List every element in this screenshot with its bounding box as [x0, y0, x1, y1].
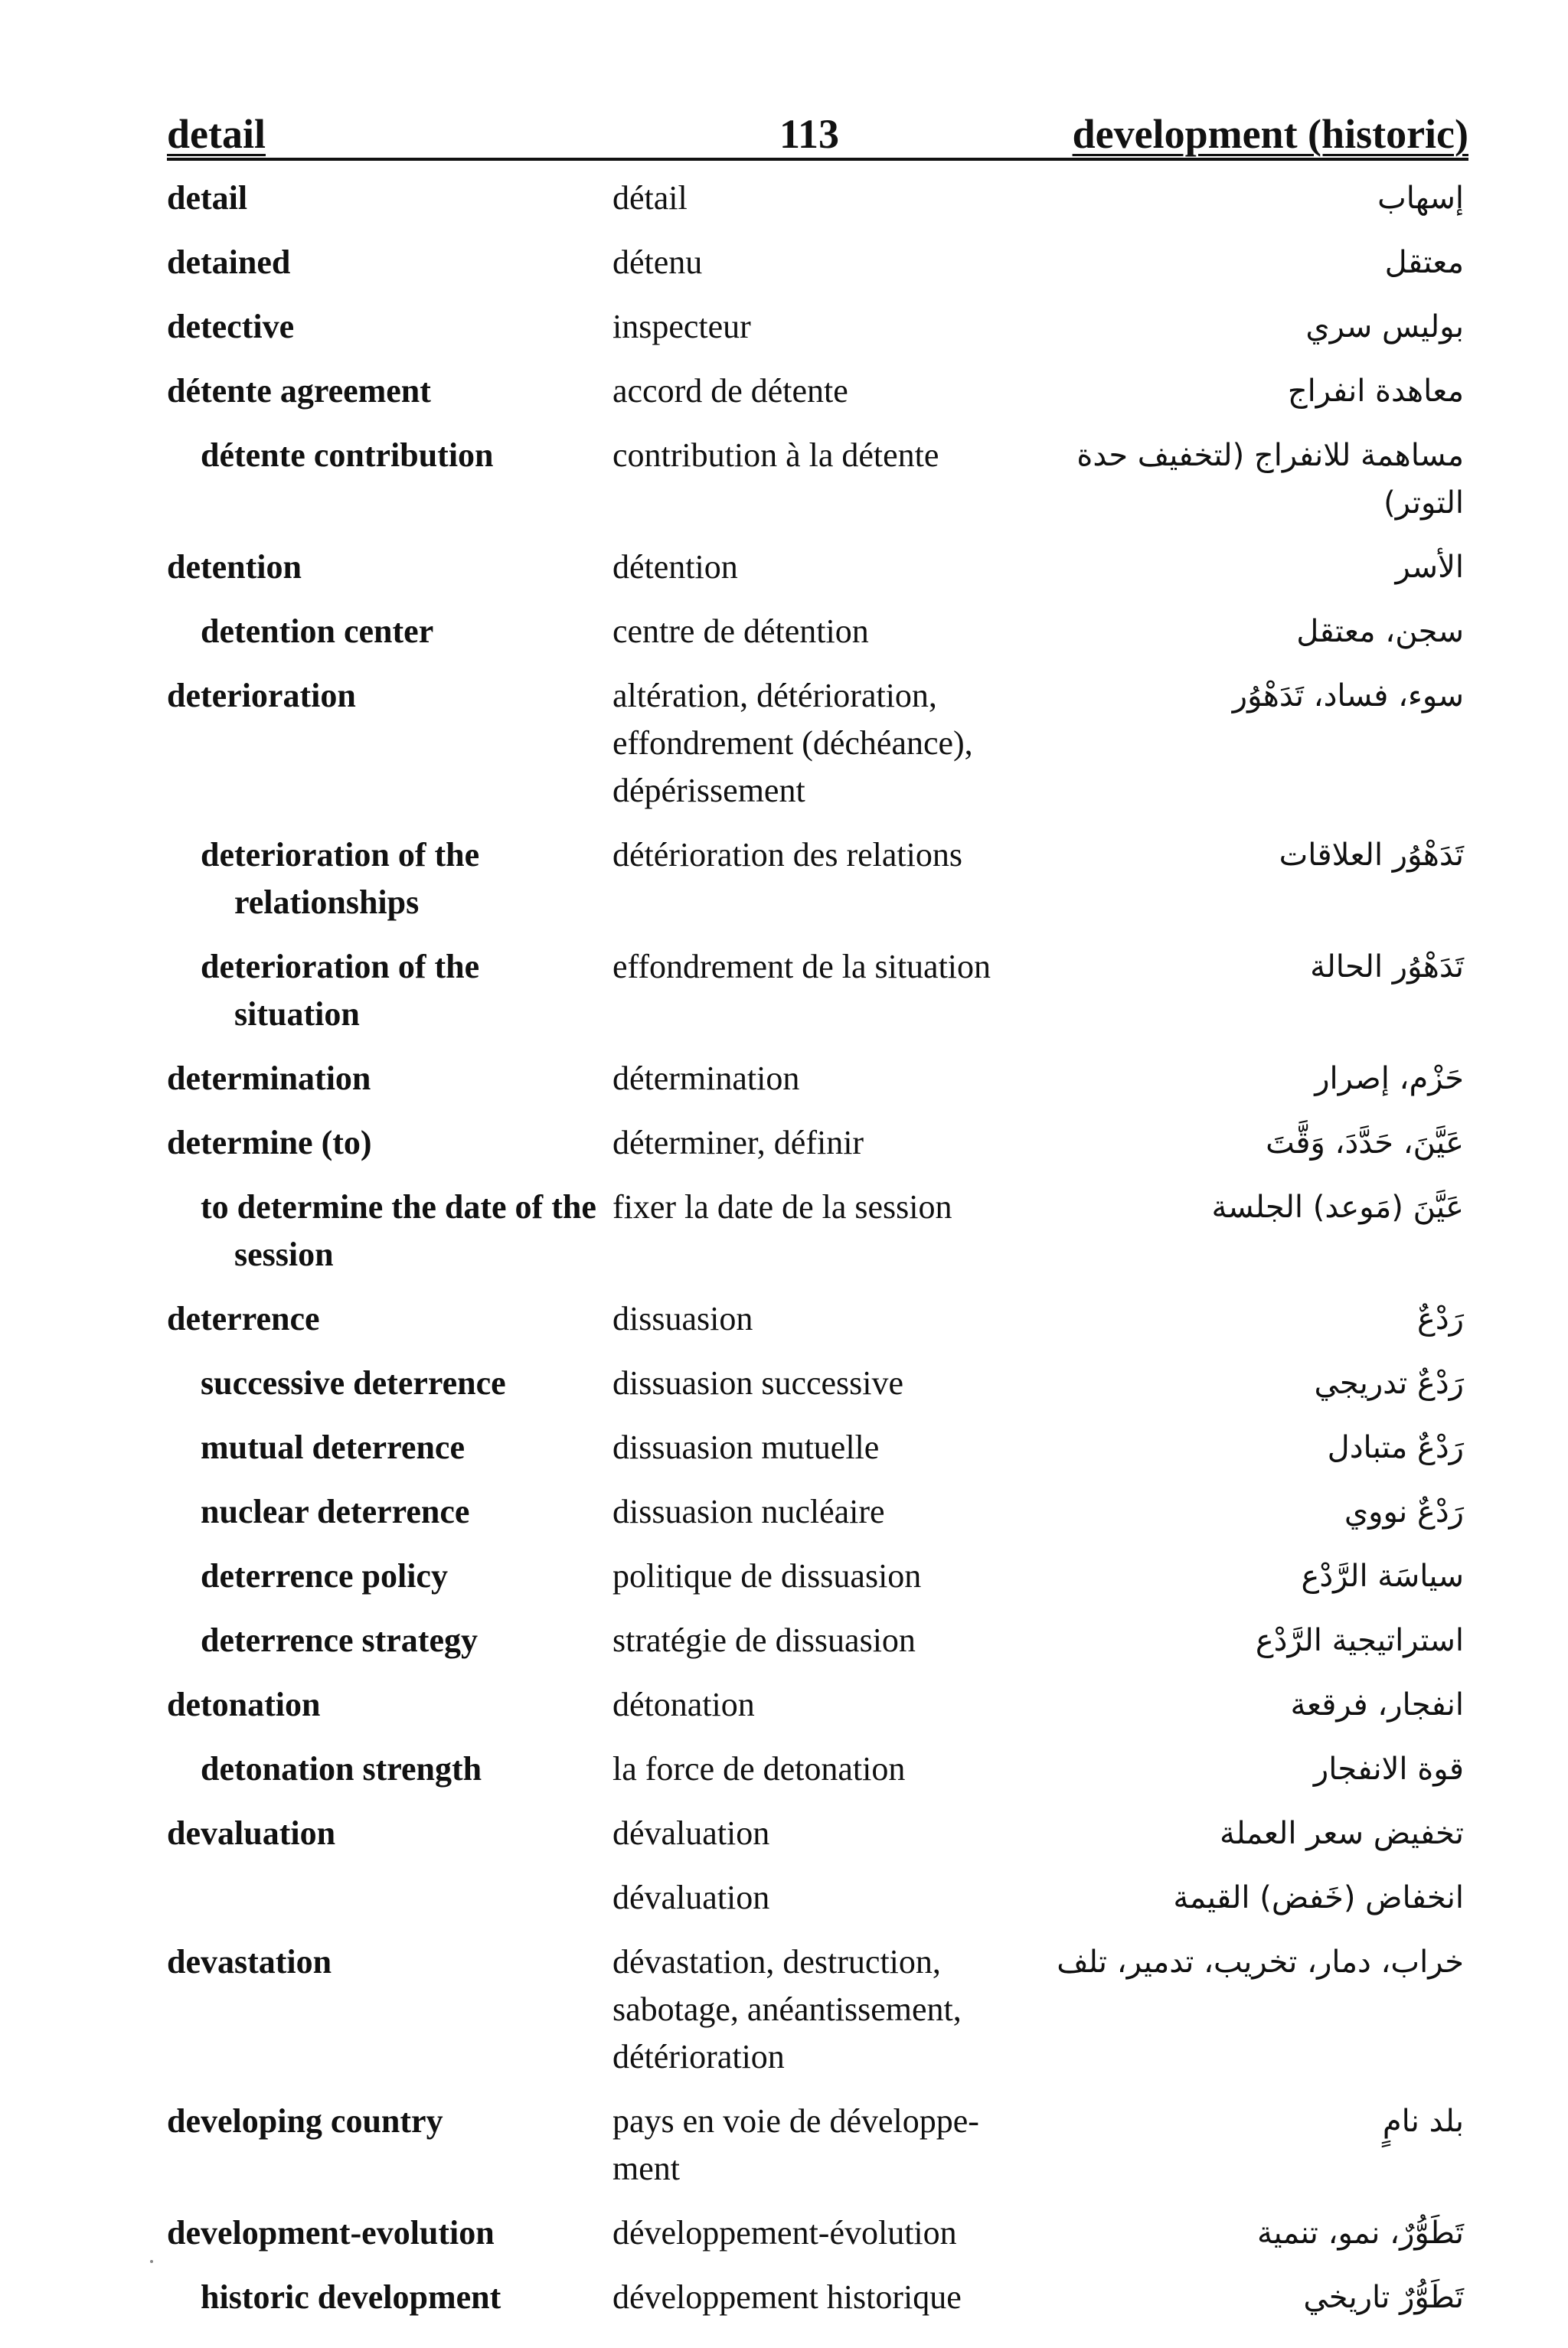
entry-french: dévastation, destruction, sabotage, anéantissement, détérioration	[612, 1943, 962, 2075]
entry-arabic: تخفيض سعر العملة	[1220, 1816, 1464, 1851]
entry-french: détail	[612, 179, 688, 217]
entry-arabic: إسهاب	[1377, 181, 1464, 216]
page-header	[167, 107, 1468, 161]
entry-english-text: successive deterrence	[201, 1364, 506, 1402]
dictionary-entry	[167, 1360, 1468, 1407]
entry-english	[167, 367, 611, 415]
entry-english	[167, 2274, 611, 2321]
entry-arabic: رَدْعٌ متبادل	[1327, 1430, 1464, 1465]
dictionary-entry	[167, 1488, 1468, 1536]
entry-french: contribution à la détente	[612, 436, 939, 474]
entry-english	[167, 544, 611, 591]
entry-arabic: سياسَة الرَّدْع	[1301, 1559, 1464, 1594]
entry-english-text: deterioration	[167, 677, 356, 714]
entry-arabic: سجن، معتقل	[1296, 614, 1464, 649]
entry-arabic: مساهمة للانفراج (لتخفيف حدة التوتر)	[1076, 438, 1464, 521]
entry-french: pays en voie de développe-ment	[612, 2102, 979, 2187]
entry-french: altération, détérioration, effondrement (déchéance), dépérissement	[612, 677, 973, 809]
entry-english	[167, 239, 611, 286]
entry-french: développement historique	[612, 2278, 962, 2316]
entry-french: stratégie de dissuasion	[612, 1621, 916, 1659]
dictionary-entry	[167, 2098, 1468, 2193]
entry-english-text: detention center	[201, 612, 434, 650]
entry-french: la force de detonation	[612, 1750, 906, 1788]
entry-arabic: الأسر	[1395, 550, 1464, 585]
entry-french: effondrement de la situation	[612, 948, 991, 985]
entry-arabic: خراب، دمار، تخريب، تدمير، تلف	[1057, 1945, 1464, 1980]
entry-french: détermination	[612, 1060, 800, 1097]
entry-english	[167, 2209, 611, 2257]
entry-arabic: بلد نامٍ	[1382, 2104, 1464, 2139]
entry-english	[167, 672, 611, 720]
entry-english-text: deterrence	[167, 1300, 320, 1337]
dictionary-entry	[167, 1553, 1468, 1600]
entry-french: dévaluation	[612, 1879, 770, 1916]
header-last-word: development (historic)	[1072, 111, 1468, 157]
entry-english	[167, 1295, 611, 1343]
dictionary-entry	[167, 303, 1468, 351]
entry-french: dissuasion mutuelle	[612, 1429, 880, 1466]
page-number: 113	[779, 111, 840, 157]
dictionary-entry	[167, 1184, 1468, 1279]
entry-english-text: detonation strength	[201, 1750, 482, 1788]
entry-english-text: deterrence policy	[201, 1557, 448, 1595]
header-first-word: detail	[167, 111, 266, 157]
entry-french: politique de dissuasion	[612, 1557, 922, 1595]
entry-english	[167, 1938, 611, 1986]
entry-english	[167, 1424, 611, 1471]
dictionary-entry	[167, 608, 1468, 655]
entry-english-text: devastation	[167, 1943, 332, 1981]
entry-english-text: development-evolution	[167, 2214, 495, 2252]
dictionary-entry	[167, 1295, 1468, 1343]
entry-arabic: تَطَوُّرٌ تاريخي	[1303, 2280, 1464, 2315]
dictionary-entry	[167, 1874, 1468, 1922]
dictionary-entry	[167, 943, 1468, 1038]
entry-english	[167, 1055, 611, 1102]
entry-english	[167, 608, 611, 655]
entry-english-text: to determine the date of the session	[201, 1188, 596, 1273]
entry-arabic: حَزْم، إصرار	[1315, 1061, 1464, 1096]
entry-arabic: سوء، فساد، تَدَهْوُر	[1232, 678, 1464, 714]
entry-english	[167, 943, 611, 1038]
dictionary-entry	[167, 2209, 1468, 2257]
dictionary-entry	[167, 1424, 1468, 1471]
entry-french: dissuasion successive	[612, 1364, 904, 1402]
entry-english-text: determine (to)	[167, 1124, 372, 1161]
entry-french: centre de détention	[612, 612, 869, 650]
header-rule	[167, 158, 1468, 161]
entry-french: développement-évolution	[612, 2214, 957, 2252]
dictionary-entry	[167, 1119, 1468, 1167]
entry-english-text: determination	[167, 1060, 371, 1097]
entry-english	[167, 303, 611, 351]
entry-arabic: عَيَّنَ (مَوعد) الجلسة	[1211, 1190, 1464, 1225]
entry-arabic: تَدَهْوُر الحالة	[1310, 949, 1464, 985]
entry-english	[167, 1360, 611, 1407]
entry-english-text: nuclear deterrence	[201, 1493, 470, 1530]
entry-english-text: detail	[167, 179, 248, 217]
entry-arabic: عَيَّنَ، حَدَّدَ، وَقَّتَ	[1266, 1125, 1464, 1161]
dictionary-entry	[167, 544, 1468, 591]
entry-arabic: رَدْعٌ تدريجي	[1314, 1366, 1464, 1401]
entry-english	[167, 1488, 611, 1536]
entry-english	[167, 432, 611, 479]
dictionary-entry	[167, 1617, 1468, 1664]
dictionary-entry	[167, 1810, 1468, 1857]
entry-arabic: رَدْعٌ نووي	[1344, 1494, 1464, 1530]
entry-french: détention	[612, 548, 738, 586]
dictionary-entry	[167, 239, 1468, 286]
dictionary-entry	[167, 175, 1468, 222]
entry-english-text: détente contribution	[201, 436, 494, 474]
entry-english	[167, 1184, 611, 1279]
dictionary-entry	[167, 1745, 1468, 1793]
entry-english-text: deterioration of the situation	[201, 948, 480, 1033]
entry-arabic: انفجار، فرقعة	[1290, 1687, 1464, 1723]
entry-english	[167, 831, 611, 926]
entry-arabic: استراتيجية الرَّدْع	[1255, 1623, 1464, 1658]
entry-english	[167, 1553, 611, 1600]
entry-french: inspecteur	[612, 308, 751, 345]
dictionary-entry	[167, 672, 1468, 815]
page-speck	[150, 2260, 153, 2263]
entry-list	[167, 175, 1468, 2338]
dictionary-entry	[167, 432, 1468, 527]
entry-french: détérioration des relations	[612, 836, 962, 874]
dictionary-entry	[167, 2274, 1468, 2321]
dictionary-entry	[167, 367, 1468, 415]
entry-english-text: developing country	[167, 2102, 443, 2140]
entry-english	[167, 175, 611, 222]
entry-french: détenu	[612, 243, 703, 281]
entry-english-text: deterioration of the relationships	[201, 836, 480, 921]
entry-english-text: deterrence strategy	[201, 1621, 478, 1659]
entry-english	[167, 1681, 611, 1729]
entry-english-text: detonation	[167, 1686, 321, 1723]
entry-arabic: بوليس سري	[1305, 309, 1464, 345]
entry-english-text: historic development	[201, 2278, 501, 2316]
entry-arabic: انخفاض (خَفض) القيمة	[1173, 1880, 1464, 1915]
entry-english	[167, 1745, 611, 1793]
dictionary-entry	[167, 1681, 1468, 1729]
entry-french: déterminer, définir	[612, 1124, 864, 1161]
dictionary-entry	[167, 831, 1468, 926]
entry-english-text: detained	[167, 243, 291, 281]
entry-arabic: تَطَوُّرٌ، نمو، تنمية	[1257, 2216, 1464, 2251]
entry-french: dissuasion nucléaire	[612, 1493, 885, 1530]
entry-arabic: معاهدة انفراج	[1287, 374, 1464, 409]
entry-english	[167, 1617, 611, 1664]
entry-arabic: رَدْعٌ	[1417, 1301, 1464, 1337]
entry-arabic: تَدَهْوُر العلاقات	[1279, 838, 1464, 873]
entry-french: détonation	[612, 1686, 755, 1723]
dictionary-entry	[167, 1938, 1468, 2081]
entry-english	[167, 1810, 611, 1857]
entry-french: dissuasion	[612, 1300, 753, 1337]
entry-french: accord de détente	[612, 372, 848, 410]
entry-french: dévaluation	[612, 1814, 770, 1852]
entry-french: fixer la date de la session	[612, 1188, 952, 1226]
entry-english	[167, 2098, 611, 2145]
entry-english-text: mutual deterrence	[201, 1429, 465, 1466]
entry-english	[167, 1119, 611, 1167]
entry-english-text: detention	[167, 548, 302, 586]
entry-english-text: devaluation	[167, 1814, 336, 1852]
entry-english-text: detective	[167, 308, 295, 345]
entry-english-text: détente agreement	[167, 372, 431, 410]
entry-arabic: معتقل	[1384, 245, 1464, 280]
entry-arabic: قوة الانفجار	[1313, 1752, 1464, 1787]
dictionary-entry	[167, 1055, 1468, 1102]
